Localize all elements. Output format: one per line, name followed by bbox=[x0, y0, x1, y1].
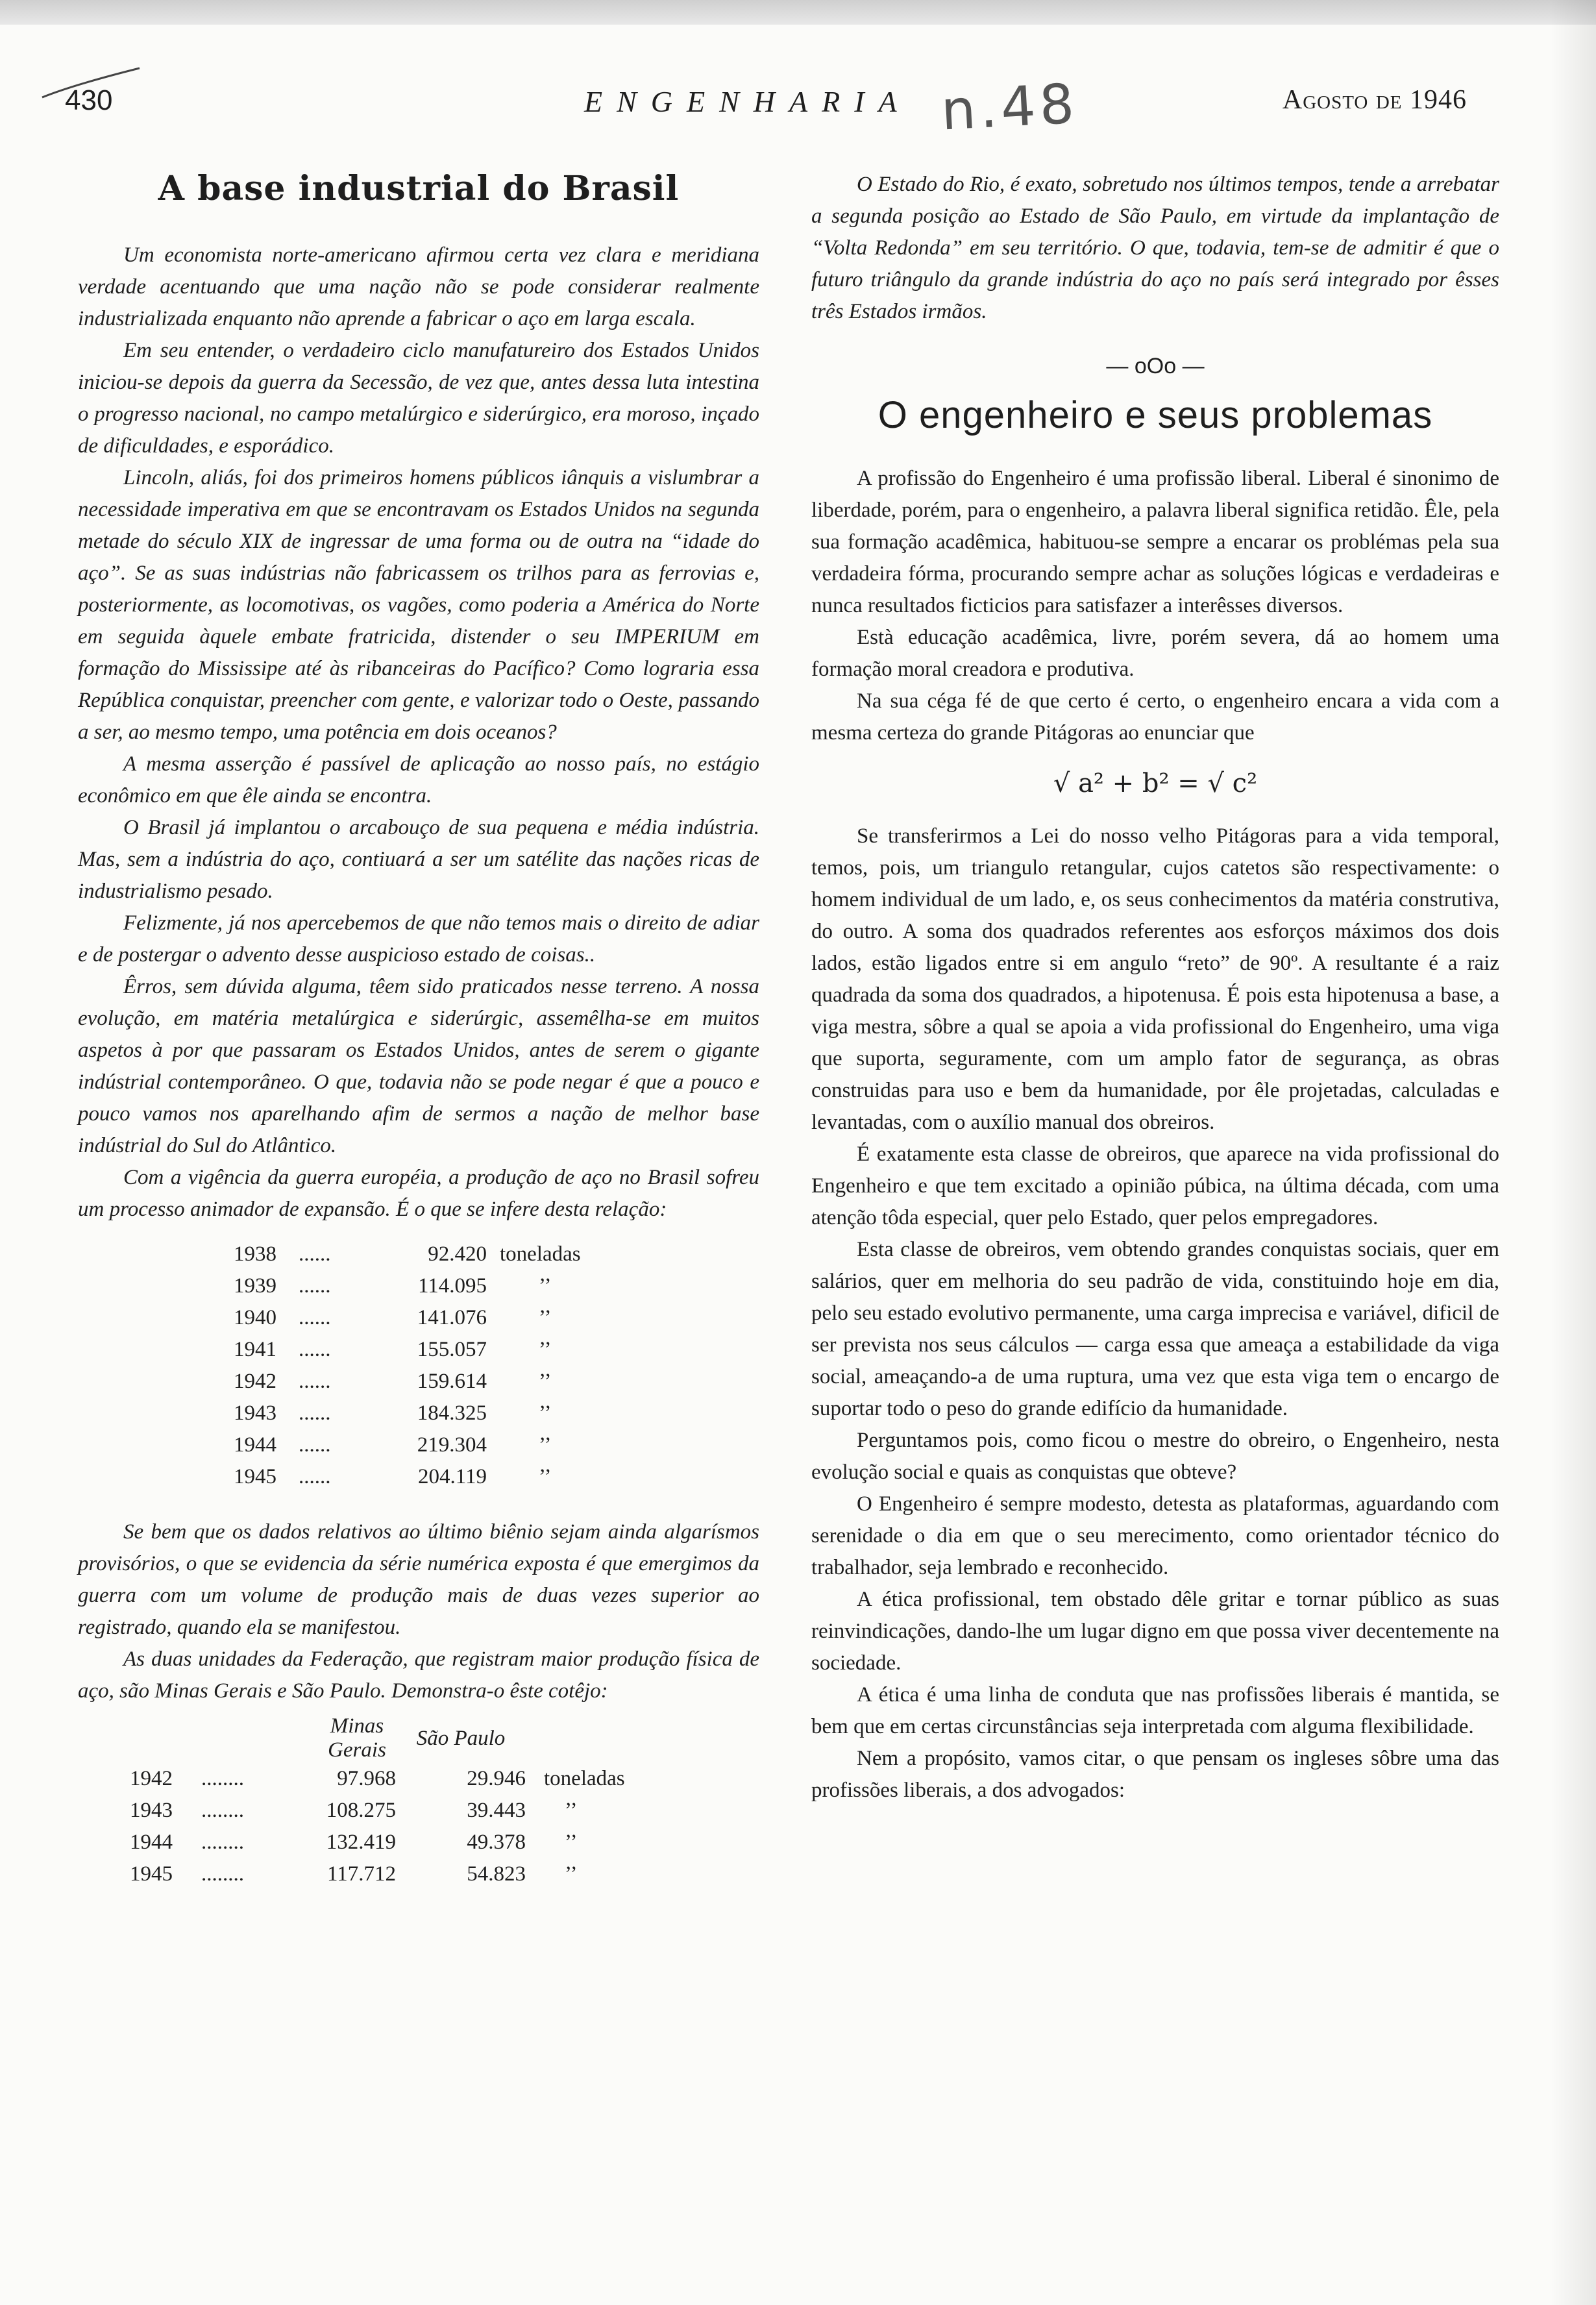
table-row bbox=[130, 1827, 625, 1858]
minas-gerais-value: 117.712 bbox=[326, 1862, 396, 1886]
scan-right-shadow bbox=[1551, 0, 1596, 2305]
handwritten-issue-mark: n.48 bbox=[939, 71, 1080, 143]
issue-date: Agosto de 1946 bbox=[1282, 85, 1467, 115]
leader-cell: ........ bbox=[201, 1799, 244, 1822]
ditto-cell: ’’ bbox=[565, 1799, 578, 1822]
year-cell: 1941 bbox=[234, 1338, 276, 1361]
leader-cell: ...... bbox=[299, 1242, 331, 1266]
year-cell: 1944 bbox=[234, 1433, 276, 1457]
paragraph: Lincoln, aliás, foi dos primeiros homens públicos iânquis a vislumbrar a necessidade imperativa em que se encontravam os Estados Unidos na segunda metade do século XIX de ingressar de uma forma ou de outra na “idade do aço”. Se as suas indústrias não fabricassem os trilhos para as ferrovias e, posteriormente, as locomotivas, os vagões, como poderia a América do Norte em seguida àquele embate fratricida, distender o seu IMPERIUM em formação do Mississipe até às ribanceiras do Pacífico? Como lograria essa República conquistar, preencher com gente, e valorizar todo o Oeste, passando a ser, ao mesmo tempo, uma potência em dois oceanos? bbox=[78, 466, 759, 744]
table-row bbox=[130, 1795, 625, 1827]
value-cell: 219.304 bbox=[417, 1433, 487, 1457]
article-continuation bbox=[811, 169, 1499, 328]
value-cell: 114.095 bbox=[417, 1274, 487, 1298]
article-body-continued bbox=[78, 1516, 759, 1707]
year-cell: 1942 bbox=[234, 1370, 276, 1393]
article-title: O engenheiro e seus problemas bbox=[878, 394, 1433, 436]
year-cell: 1939 bbox=[234, 1274, 276, 1298]
minas-gerais-value: 108.275 bbox=[326, 1799, 396, 1822]
sao-paulo-value: 29.946 bbox=[467, 1767, 526, 1790]
value-cell: 155.057 bbox=[417, 1338, 487, 1361]
table-row bbox=[130, 1858, 625, 1890]
table-row bbox=[130, 1763, 625, 1795]
leader-cell: ........ bbox=[201, 1830, 244, 1854]
table-row bbox=[234, 1366, 630, 1398]
ditto-cell: ’’ bbox=[539, 1401, 552, 1425]
ditto-cell: ’’ bbox=[539, 1274, 552, 1298]
paragraph: É exatamente esta classe de obreiros, que aparece na vida profissional do Engenheiro e que tem excitado a opinião púbica, na última década, com uma atenção tôda especial, quer pelo Estado, quer pelos empregadores. bbox=[811, 1142, 1499, 1229]
value-cell: 184.325 bbox=[417, 1401, 487, 1425]
ditto-cell: ’’ bbox=[565, 1862, 578, 1886]
unit-cell: toneladas bbox=[500, 1242, 581, 1266]
leader-cell: ........ bbox=[201, 1767, 244, 1790]
paragraph: Com a vigência da guerra européia, a produção de aço no Brasil sofreu um processo animador de expansão. É o que se infere desta relação: bbox=[78, 1166, 759, 1221]
year-cell: 1940 bbox=[234, 1306, 276, 1329]
right-column bbox=[811, 169, 1499, 1806]
paragraph: A mesma asserção é passível de aplicação ao nosso país, no estágio econômico em que êle ainda se encontra. bbox=[78, 752, 759, 807]
year-cell: 1942 bbox=[130, 1767, 173, 1790]
column-header-minas-gerais: Minas Gerais bbox=[328, 1714, 386, 1762]
value-cell: 141.076 bbox=[417, 1306, 487, 1329]
paragraph: Esta classe de obreiros, vem obtendo grandes conquistas sociais, quer em salários, quer em melhoria do seu padrão de vida, constituindo hoje em dia, pelo seu estado evolutivo permanente, uma carga imprecisa e variável, dificil de ser prevista nos seus cálculos — carga essa que ameaça a estabilidade da viga social, ameaçando-a de uma ruptura, uma vez que esta viga tem o encargo de suportar todo o peso do grande edifício da humanidade. bbox=[811, 1238, 1499, 1420]
table-row bbox=[234, 1334, 630, 1366]
paragraph: O Brasil já implantou o arcabouço de sua pequena e média indústria. Mas, sem a indústria do aço, contiuará a ser um satélite das nações ricas de industrialismo pesado. bbox=[78, 816, 759, 903]
minas-gerais-value: 132.419 bbox=[326, 1830, 396, 1854]
leader-cell: ...... bbox=[299, 1433, 331, 1457]
value-cell: 159.614 bbox=[417, 1370, 487, 1393]
left-column bbox=[78, 169, 759, 1890]
steel-production-table bbox=[234, 1239, 630, 1493]
year-cell: 1938 bbox=[234, 1242, 276, 1266]
paragraph: Se transferirmos a Lei do nosso velho Pitágoras para a vida temporal, temos, pois, um triangulo retangular, cujos catetos são respectivamente: o homem individual de um lado, e, os seus conhecimentos da matéria construtiva, do outro. A soma dos quadrados referentes aos esforços máximos dos dois lados, estão ligados entre si em angulo “reto” de 90º. A resultante é a raiz quadrada da soma dos quadrados, a hipotenusa. É pois esta hipotenusa a base, a viga mestra, sôbre a qual se apoia a vida profissional do Engenheiro, uma viga que suporta, seguramente, com um amplo fator de segurança, as obras construidas para uso e bem da humanidade, por êle projetadas, calculadas e levantadas, com o auxílio manual dos obreiros. bbox=[811, 824, 1499, 1134]
article-body-continued bbox=[811, 820, 1499, 1806]
sao-paulo-value: 39.443 bbox=[467, 1799, 526, 1822]
state-production-table bbox=[130, 1714, 625, 1890]
table-row bbox=[234, 1270, 630, 1302]
ditto-cell: ’’ bbox=[565, 1830, 578, 1854]
year-cell: 1943 bbox=[130, 1799, 173, 1822]
ditto-cell: ’’ bbox=[539, 1338, 552, 1361]
ditto-cell: ’’ bbox=[539, 1370, 552, 1393]
value-cell: 92.420 bbox=[428, 1242, 487, 1266]
paragraph: Se bem que os dados relativos ao último biênio sejam ainda algarísmos provisórios, o que se evidencia da série numérica exposta é que emergimos da guerra com um volume de produção mais de duas vezes superior ao registrado, quando ela se manifestou. bbox=[78, 1520, 759, 1639]
scan-top-border bbox=[0, 0, 1596, 25]
paragraph: O Engenheiro é sempre modesto, detesta as plataformas, aguardando com serenidade o dia em que o seu merecimento, como orientador técnico do trabalhador, seja lembrado e reconhecido. bbox=[811, 1492, 1499, 1579]
leader-cell: ...... bbox=[299, 1274, 331, 1298]
table-row bbox=[234, 1461, 630, 1493]
minas-gerais-value: 97.968 bbox=[337, 1767, 396, 1790]
value-cell: 204.119 bbox=[417, 1465, 487, 1488]
leader-cell: ...... bbox=[299, 1465, 331, 1488]
unit-cell: toneladas bbox=[544, 1767, 625, 1790]
paragraph: Na sua céga fé de que certo é certo, o engenheiro encara a vida com a mesma certeza do grande Pitágoras ao enunciar que bbox=[811, 689, 1499, 745]
leader-cell: ........ bbox=[201, 1862, 244, 1886]
paragraph: Està educação acadêmica, livre, porém severa, dá ao homem uma formação moral creadora e produtiva. bbox=[811, 626, 1499, 681]
paragraph: Felizmente, já nos apercebemos de que não temos mais o direito de adiar e de postergar o advento desse auspicioso estado de coisas.. bbox=[78, 911, 759, 967]
paragraph: Um economista norte-americano afirmou certa vez clara e meridiana verdade acentuando que uma nação não se pode considerar realmente industrializada enquanto não aprende a fabricar o aço em larga escala. bbox=[78, 243, 759, 330]
table-row bbox=[234, 1398, 630, 1429]
leader-cell: ...... bbox=[299, 1401, 331, 1425]
article-body bbox=[811, 463, 1499, 749]
paragraph: As duas unidades da Federação, que registram maior produção física de aço, são Minas Gerais e São Paulo. Demonstra-o êste cotêjo: bbox=[78, 1647, 759, 1703]
paragraph: A profissão do Engenheiro é uma profissão liberal. Liberal é sinonimo de liberdade, porém, para o engenheiro, a palavra liberal significa retidão. Êle, pela sua formação acadêmica, habituou-se sempre a encarar os problémas pela sua verdadeira fórma, procurando sempre achar as soluções lógicas e verdadeiras e nunca resultados ficticios para satisfazer a interêsses diversos. bbox=[811, 467, 1499, 617]
ditto-cell: ’’ bbox=[539, 1465, 552, 1488]
leader-cell: ...... bbox=[299, 1370, 331, 1393]
paragraph: A ética profissional, tem obstado dêle gritar e tornar público as suas reinvindicações, dando-lhe um lugar digno em que possa viver decentemente na sociedade. bbox=[811, 1588, 1499, 1675]
article-title: A base industrial do Brasil bbox=[158, 169, 680, 208]
year-cell: 1944 bbox=[130, 1830, 173, 1854]
journal-title: ENGENHARIA bbox=[584, 85, 911, 118]
table-row bbox=[234, 1239, 630, 1270]
paragraph: Perguntamos pois, como ficou o mestre do obreiro, o Engenheiro, nesta evolução social e quais as conquistas que obteve? bbox=[811, 1429, 1499, 1484]
section-separator: — oOo — bbox=[1106, 354, 1205, 378]
year-cell: 1945 bbox=[130, 1862, 173, 1886]
page-number: 430 bbox=[65, 84, 113, 116]
pythagoras-formula: √ a² + b² = √ c² bbox=[1053, 769, 1258, 798]
paragraph: Nem a propósito, vamos citar, o que pensam os ingleses sôbre uma das profissões liberais, a dos advogados: bbox=[811, 1747, 1499, 1802]
column-header-sao-paulo: São Paulo bbox=[416, 1726, 506, 1750]
paragraph: A ética é uma linha de conduta que nas profissões liberais é mantida, se bem que em certas circunstâncias seja interpretada com alguma flexibilidade. bbox=[811, 1683, 1499, 1738]
table-row bbox=[234, 1429, 630, 1461]
ditto-cell: ’’ bbox=[539, 1433, 552, 1457]
leader-cell: ...... bbox=[299, 1338, 331, 1361]
sao-paulo-value: 49.378 bbox=[467, 1830, 526, 1854]
ditto-cell: ’’ bbox=[539, 1306, 552, 1329]
page-header bbox=[65, 71, 1467, 143]
leader-cell: ...... bbox=[299, 1306, 331, 1329]
year-cell: 1943 bbox=[234, 1401, 276, 1425]
article-body bbox=[78, 240, 759, 1226]
sao-paulo-value: 54.823 bbox=[467, 1862, 526, 1886]
paragraph: Em seu entender, o verdadeiro ciclo manufatureiro dos Estados Unidos iniciou-se depois da guerra da Secessão, de vez que, antes dessa luta intestina o progresso nacional, no campo metalúrgico e siderúrgico, era moroso, inçado de dificuldades, e esporádico. bbox=[78, 339, 759, 458]
year-cell: 1945 bbox=[234, 1465, 276, 1488]
table-row bbox=[234, 1302, 630, 1334]
paragraph: O Estado do Rio, é exato, sobretudo nos últimos tempos, tende a arrebatar a segunda posição ao Estado de São Paulo, em virtude da implantação de “Volta Redonda” em seu território. O que, todavia, tem-se de admitir é que o futuro triângulo da grande indústria do aço no país será integrado por êsses três Estados irmãos. bbox=[811, 173, 1499, 323]
paragraph: Êrros, sem dúvida alguma, têem sido praticados nesse terreno. A nossa evolução, em matéria metalúrgica e siderúrgic, assemêlha-se em muitos aspetos à por que passaram os Estados Unidos, antes de serem o gigante indústrial contemporâneo. O que, todavia não se pode negar é que a pouco e pouco vamos nos aparelhando afim de sermos a nação de melhor base indústrial do Sul do Atlântico. bbox=[78, 975, 759, 1157]
